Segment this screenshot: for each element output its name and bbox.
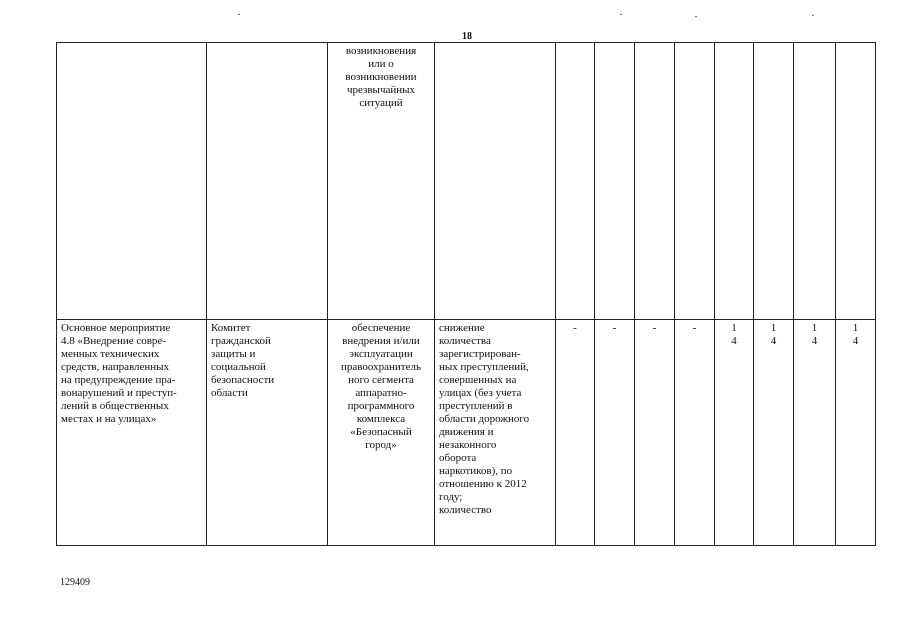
activity-cell-empty <box>57 43 207 320</box>
value-cell-empty <box>595 43 635 320</box>
program-table <box>56 42 876 546</box>
value-cell-empty <box>836 43 876 320</box>
scan-speck <box>812 15 814 16</box>
value-cell <box>754 320 794 546</box>
value-bottom: 4 <box>731 335 737 347</box>
indicator-cell-empty <box>435 43 556 320</box>
document-code: 129409 <box>60 577 90 588</box>
scan-speck <box>238 14 240 15</box>
value-cell-empty <box>556 43 595 320</box>
result-cell <box>328 43 435 320</box>
value-bottom: 4 <box>770 335 777 347</box>
result-text: возникновения или о возникновении чрезвычайных ситуаций <box>345 45 417 109</box>
indicator-cell <box>435 320 556 546</box>
value-top: 1 <box>770 322 777 334</box>
scan-speck <box>695 16 697 17</box>
value-bottom: 4 <box>811 335 818 347</box>
result-cell <box>328 320 435 546</box>
value-cell-empty <box>715 43 754 320</box>
value-top: 1 <box>852 322 859 334</box>
value-cell <box>635 320 675 546</box>
value-cell <box>675 320 715 546</box>
activity-text: Основное мероприятие 4.8 «Внедрение совре- менных технических средств, направленных на предупреждение пра- вонарушений и преступ- лений в общественных местах и на улицах» <box>61 322 177 425</box>
value-bottom: 4 <box>852 335 859 347</box>
value-cell-empty <box>794 43 836 320</box>
value-cell <box>715 320 754 546</box>
activity-cell <box>57 320 207 546</box>
value-top: 1 <box>731 322 737 334</box>
value-cell-empty <box>675 43 715 320</box>
executor-cell <box>207 320 328 546</box>
value-top: 1 <box>811 322 818 334</box>
value-cell <box>836 320 876 546</box>
executor-cell-empty <box>207 43 328 320</box>
scan-speck <box>620 14 622 15</box>
result-text: обеспечение внедрения и/или эксплуатации правоохранитель ного сегмента аппаратно- программного комплекса «Безопасный город» <box>341 322 421 451</box>
value-cell <box>556 320 595 546</box>
indicator-text: снижение количества зарегистрирован- ных преступлений, совершенных на улицах (без учета преступлений в области дорожного движения и незаконного оборота наркотиков), по отношению к 2012 году; количество <box>439 322 530 516</box>
value-top: - <box>573 322 577 334</box>
value-cell <box>794 320 836 546</box>
value-cell <box>595 320 635 546</box>
table-row <box>57 320 876 546</box>
value-cell-empty <box>754 43 794 320</box>
executor-text: Комитет гражданской защиты и социальной безопасности области <box>211 322 275 399</box>
page-number: 18 <box>462 31 472 42</box>
value-top: - <box>612 322 617 334</box>
value-top: - <box>692 322 697 334</box>
value-top: - <box>652 322 657 334</box>
value-cell-empty <box>635 43 675 320</box>
table-row <box>57 43 876 320</box>
